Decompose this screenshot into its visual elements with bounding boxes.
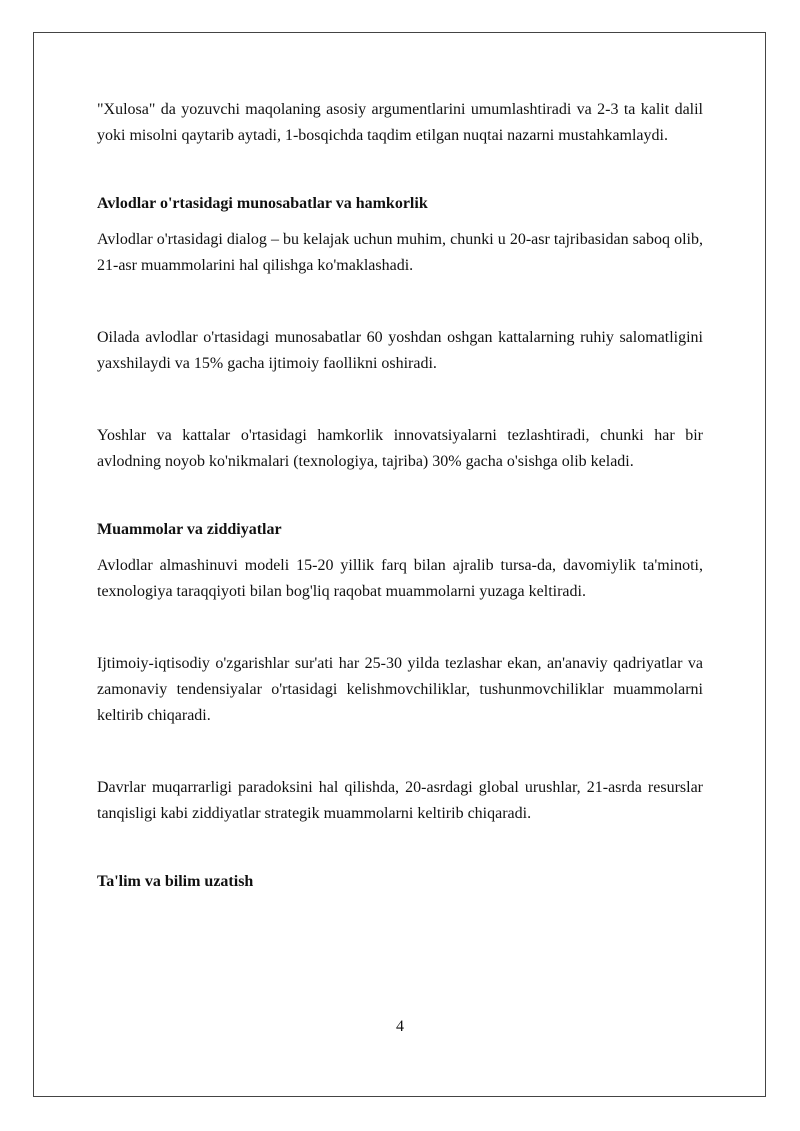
paragraph-davrlar: Davrlar muqarrarligi paradoksini hal qilishda, 20-asrdagi global urushlar, 21-asrda resurslar tanqisligi kabi ziddiyatlar strategik muammolarni keltirib chiqaradi. (97, 779, 703, 822)
paragraph-almashinuv: Avlodlar almashinuvi modeli 15-20 yillik farq bilan ajralib tursa-da, davomiylik ta'minoti, texnologiya taraqqiyoti bilan bog'liq raqobat muammolarni yuzaga keltiradi. (97, 557, 703, 600)
section-heading-talim: Ta'lim va bilim uzatish (97, 873, 254, 890)
page-content (97, 97, 703, 895)
paragraph-yoshlar: Yoshlar va kattalar o'rtasidagi hamkorlik innovatsiyalarni tezlashtiradi, chunki har bir avlodning noyob ko'nikmalari (texnologiya, tajriba) 30% gacha o'sishga olib keladi. (97, 427, 703, 470)
page-number: 4 (396, 1018, 404, 1035)
section-heading-muammolar: Muammolar va ziddiyatlar (97, 521, 282, 538)
paragraph-xulosa: "Xulosa" da yozuvchi maqolaning asosiy argumentlarini umumlashtiradi va 2-3 ta kalit dalil yoki misolni qaytarib aytadi, 1-bosqichda taqdim etilgan nuqtai nazarni mustahkamlaydi. (97, 101, 703, 144)
section-heading-avlodlar: Avlodlar o'rtasidagi munosabatlar va hamkorlik (97, 195, 428, 212)
paragraph-ijtimoiy: Ijtimoiy-iqtisodiy o'zgarishlar sur'ati har 25-30 yilda tezlashar ekan, an'anaviy qadriyatlar va zamonaviy tendensiyalar o'rtasidagi kelishmovchiliklar, tushunmovchiliklar muammolarni keltirib chiqaradi. (97, 655, 703, 724)
paragraph-dialog: Avlodlar o'rtasidagi dialog – bu kelajak uchun muhim, chunki u 20-asr tajribasidan saboq olib, 21-asr muammolarini hal qilishga ko'maklashadi. (97, 231, 703, 274)
paragraph-oilada: Oilada avlodlar o'rtasidagi munosabatlar 60 yoshdan oshgan kattalarning ruhiy salomatligini yaxshilaydi va 15% gacha ijtimoiy faollikni oshiradi. (97, 329, 703, 372)
